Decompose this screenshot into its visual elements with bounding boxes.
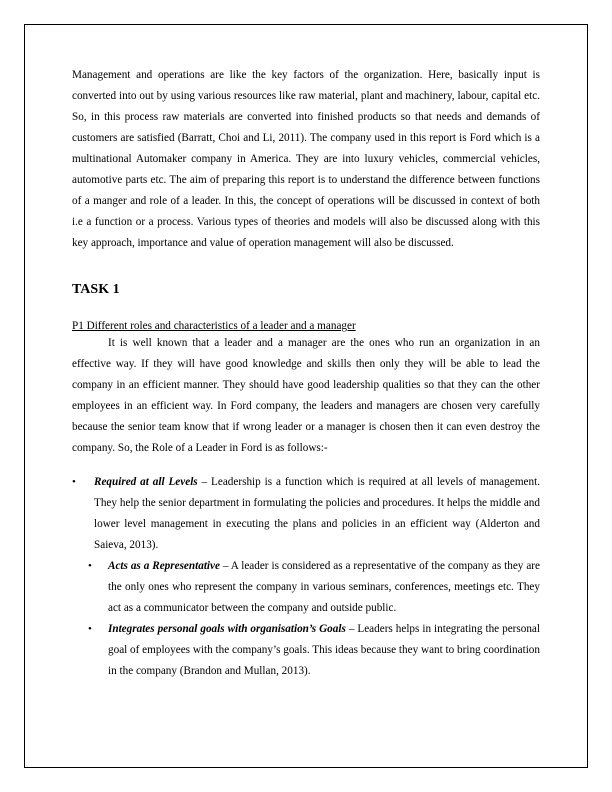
- intro-paragraph: Management and operations are like the key factors of the organization. Here, basically input is converted into out by using various resources like raw material, plant and machinery, labour, capital etc. So, in this process raw materials are converted into finished products so that needs and demands of customers are satisfied (Barratt, Choi and Li, 2011). The company used in this report is Ford which is a multinational Automaker company in America. They are into luxury vehicles, commercial vehicles, automotive parts etc. The aim of preparing this report is to understand the difference between functions of a manger and role of a leader. In this, the concept of operations will be discussed in context of both i.e a function or a process. Various types of theories and models will also be discussed along with this key approach, importance and value of operation management will also be discussed.: [72, 69, 540, 249]
- list-item: [72, 619, 540, 682]
- bullet-icon: •: [88, 560, 92, 572]
- document-body: [72, 65, 540, 682]
- list-item: [72, 556, 540, 619]
- list-item-text: – Leadership is a function which is required at all levels of management. They help the senior department in formulating the policies and procedures. It helps the middle and lower level management in executing the plans and policies in an efficient way (Alderton and Saieva, 2013).: [94, 476, 540, 551]
- bullet-icon: •: [88, 623, 92, 635]
- section-title: P1 Different roles and characteristics of a leader and a manager: [72, 320, 356, 332]
- list-item-term: Acts as a Representative: [108, 560, 220, 572]
- role-list: [72, 472, 540, 556]
- list-item-term: Required at all Levels: [94, 476, 198, 488]
- task-heading: TASK 1: [72, 282, 120, 297]
- bullet-icon: •: [72, 476, 76, 488]
- list-item-text: – A leader is considered as a representative of the company as they are the only ones who represent the company in various seminars, conferences, meetings etc. They act as a communicator between the company and outside public.: [108, 560, 540, 614]
- list-item-text: – Leaders helps in integrating the personal goal of employees with the company’s goals. This ideas because they want to bring coordination in the company (Brandon and Mullan, 2013).: [108, 623, 540, 677]
- list-item-term: Integrates personal goals with organisation’s Goals: [108, 623, 346, 635]
- role-sublist: [72, 556, 540, 682]
- list-item: [72, 472, 540, 556]
- section-paragraph: It is well known that a leader and a manager are the ones who run an organization in an effective way. If they will have good knowledge and skills then only they will be able to lead the company in an efficient manner. They should have good leadership qualities so that they can the other employees in an efficient way. In Ford company, the leaders and managers are chosen very carefully because the senior team know that if wrong leader or a manager is chosen then it can even destroy the company. So, the Role of a Leader in Ford is as follows:-: [72, 337, 540, 454]
